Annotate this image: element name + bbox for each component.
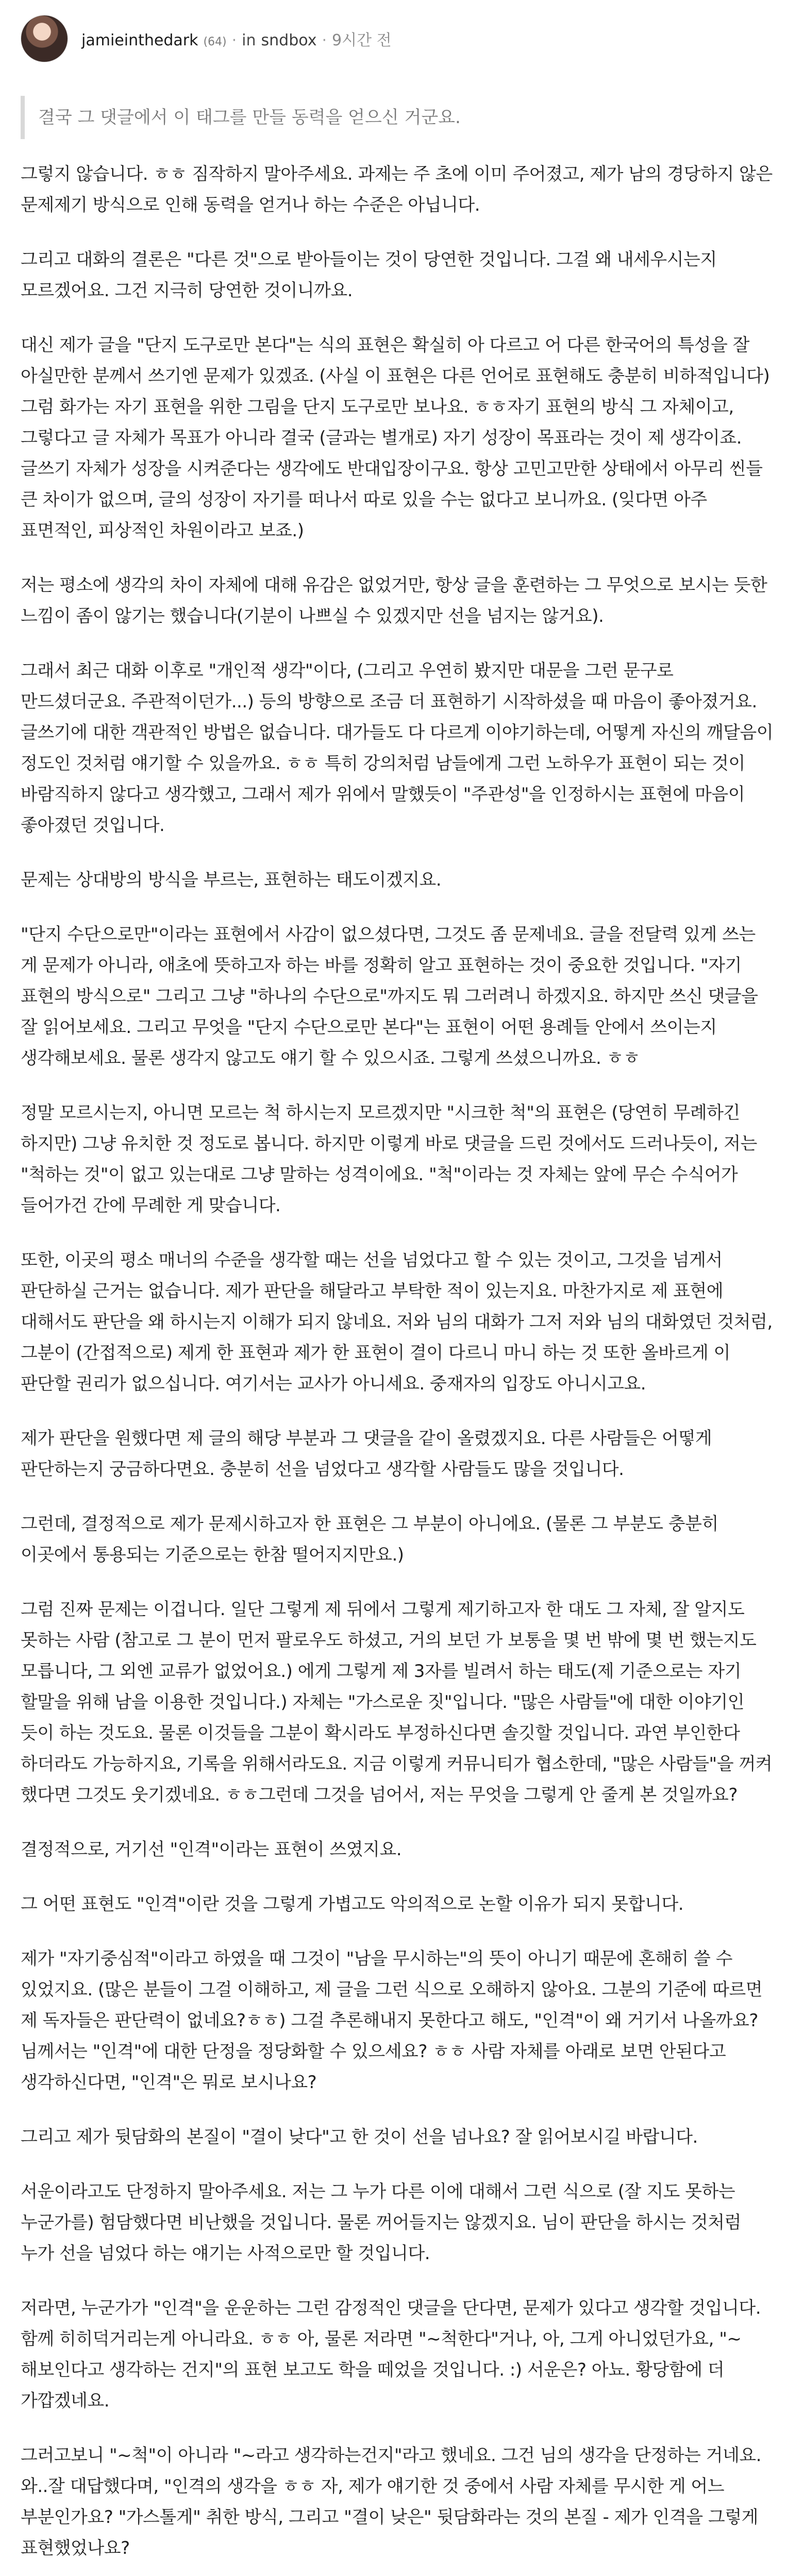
comment-paragraph: 그 어떤 표현도 "인격"이란 것을 그렇게 가볍고도 악의적으로 논할 이유가 되지 못합니다. [21, 1894, 684, 1914]
timestamp: 9시간 전 [332, 31, 392, 49]
blockquote: 결국 그 댓글에서 이 태그를 만들 동력을 얻으신 거군요. [21, 96, 776, 139]
comment-paragraph: 그런데, 결정적으로 제가 문제시하고자 한 표현은 그 부분이 아니에요. (물론 그 부분도 충분히 이곳에서 통용되는 기준으로는 한참 떨어지지만요.) [21, 1514, 718, 1565]
comment-paragraph: 그렇지 않습니다. ㅎㅎ 짐작하지 말아주세요. 과제는 주 초에 이미 주어졌고, 제가 남의 경당하지 않은 문제제기 방식으로 인해 동력을 얻거나 하는 수준은 아닙니다. [21, 164, 773, 215]
comment-paragraph: 그럼 진짜 문제는 이겁니다. 일단 그렇게 제 뒤에서 그렇게 제기하고자 한 대도 그 자체, 잘 알지도 못하는 사람 (참고로 그 분이 먼저 팔로우도 하셨고, 거의 보던 가 보통을 몇 번 밖에 몇 번 했는지도 모릅니다, 그 외엔 교류가 없었어요.) 에게 그렇게 제 3자를 빌려서 하는 태도(제 기준으로는 자기 할말을 위해 남을 이용한 것입니다.) 자체는 "가스로운 짓"입니다. "많은 사람들"에 대한 이야기인 듯이 하는 것도요. 물론 이것들을 그분이 확시라도 부정하신다면 솔깃할 것입니다. 과연 부인한다 하더라도 가능하지요, 기록을 위해서라도요. 지금 이렇게 커뮤니티가 협소한데, "많은 사람들"을 꺼켜 했다면 그것도 웃기겠네요. ㅎㅎ그런데 그것을 넘어서, 저는 무엇을 그렇게 안 줄게 본 것일까요? [21, 1599, 773, 1805]
avatar[interactable] [21, 15, 68, 62]
karma-count: (64) [203, 36, 227, 48]
comment-paragraph: 결정적으로, 거기선 "인격"이라는 표현이 쓰였지요. [21, 1839, 402, 1860]
comment-paragraph: 문제는 상대방의 방식을 부르는, 표현하는 태도이겠지요. [21, 870, 442, 890]
comment-paragraph: 서운이라고도 단정하지 말아주세요. 저는 그 누가 다른 이에 대해서 그런 식으로 (잘 지도 못하는 누군가를) 험담했다면 비난했을 것입니다. 물론 꺼어들지는 않겠지요. 님이 판단을 하시는 것처럼 누가 선을 넘었다 하는 얘기는 사적으로만 할 것입니다. [21, 2181, 741, 2264]
comment-paragraph: 그래서 최근 대화 이후로 "개인적 생각"이다, (그리고 우연히 봤지만 대문을 그런 문구로 만드셨더군요. 주관적이던가...) 등의 방향으로 조금 더 표현하기 시작하셨을 때 마음이 좋아졌거요. 글쓰기에 대한 객관적인 방법은 없습니다. 대가들도 다 다르게 이야기하는데, 어떻게 자신의 깨달음이 정도인 것처럼 얘기할 수 있을까요. ㅎㅎ 특히 강의처럼 남들에게 그런 노하우가 표현이 되는 것이 바람직하지 않다고 생각했고, 그래서 제가 위에서 말했듯이 "주관성"을 인정하시는 표현에 마음이 좋아졌던 것입니다. [21, 660, 774, 836]
meta-separator: · [231, 31, 237, 49]
comment-body [21, 159, 776, 2576]
comment-paragraph: 대신 제가 글을 "단지 도구로만 본다"는 식의 표현은 확실히 아 다르고 어 다른 한국어의 특성을 잘 아실만한 분께서 쓰기엔 문제가 있겠죠. (사실 이 표현은 다른 언어로 표현해도 충분히 비하적입니다) 그럼 화가는 자기 표현을 위한 그림을 단지 도구로만 보나요. ㅎㅎ자기 표현의 방식 그 자체이고, 그렇다고 글 자체가 목표가 아니라 결국 (글과는 별개로) 자기 성장이 목표라는 것이 제 생각이죠. 글쓰기 자체가 성장을 시켜준다는 생각에도 반대입장이구요. 항상 고민고만한 상태에서 아무리 씬들 큰 차이가 없으며, 글의 성장이 자기를 떠나서 따로 있을 수는 없다고 보니까요. (잊다면 아주 표면적인, 피상적인 차원이라고 보죠.) [21, 335, 770, 541]
comment-paragraph: 정말 모르시는지, 아니면 모르는 척 하시는지 모르겠지만 "시크한 척"의 표현은 (당연히 무례하긴 하지만) 그냥 유치한 것 정도로 봅니다. 하지만 이렇게 바로 댓글을 드린 것에서도 드러나듯이, 저는 "척하는 것"이 없고 있는대로 그냥 말하는 성격이에요. "척"이라는 것 자체는 앞에 무슨 수식어가 들어가건 간에 무례한 게 맞습니다. [21, 1103, 757, 1216]
comment-paragraph: 제가 "자기중심적"이라고 하였을 때 그것이 "남을 무시하는"의 뜻이 아니기 때문에 혼해히 쓸 수 있었지요. (많은 분들이 그걸 이해하고, 제 글을 그런 식으로 오해하지 않아요. 그분의 기준에 따르면 제 독자들은 판단력이 없네요?ㅎㅎ) 그걸 추론해내지 못한다고 해도, "인격"이 왜 거기서 나올까요? 님께서는 "인격"에 대한 단정을 정당화할 수 있으세요? ㅎㅎ 사람 자체를 아래로 보면 안된다고 생각하신다면, "인격"은 뭐로 보시나요? [21, 1948, 763, 2093]
comment-paragraph: 그리고 제가 뒷담화의 본질이 "결이 낮다"고 한 것이 선을 넘나요? 잘 읽어보시길 바랍니다. [21, 2127, 698, 2147]
comment-meta [81, 27, 392, 50]
comment-paragraph: 또한, 이곳의 평소 매너의 수준을 생각할 때는 선을 넘었다고 할 수 있는 것이고, 그것을 넘게서 판단하실 근거는 없습니다. 제가 판단을 해달라고 부탁한 적이 있는지요. 마찬가지로 제 표현에 대해서도 판단을 왜 하시는지 이해가 되지 않네요. 저와 님의 대화가 그저 저와 님의 대화였던 것처럼, 그분이 (간접적으로) 제게 한 표현과 제가 한 표현이 결이 다르니 마니 하는 것 또한 올바르게 이 판단할 권리가 없으십니다. 여기서는 교사가 아니세요. 중재자의 입장도 아니시고요. [21, 1250, 773, 1394]
comment-paragraph: 제가 판단을 원했다면 제 글의 해당 부분과 그 댓글을 같이 올렸겠지요. 다른 사람들은 어떻게 판단하는지 궁금하다면요. 충분히 선을 넘었다고 생각할 사람들도 많을 것입니다. [21, 1428, 712, 1480]
comment-paragraph: 저라면, 누군가가 "인격"을 운운하는 그런 감정적인 댓글을 단다면, 문제가 있다고 생각할 것입니다. 함께 히히덕거리는게 아니라요. ㅎㅎ 아, 물론 저라면 "~척한다"거나, 아, 그게 아니었던가요, "~해보인다고 생각하는 건지"의 표현 보고도 학을 떼었을 것입니다. :) 서운은? 아뇨. 황당함에 더 가깝겠네요. [21, 2298, 761, 2411]
meta-separator: · [322, 31, 327, 49]
subreddit-link[interactable]: sndbox [261, 31, 317, 49]
comment-paragraph: 저는 평소에 생각의 차이 자체에 대해 유감은 없었거만, 항상 글을 훈련하는 그 무엇으로 보시는 듯한 느낌이 좀이 않기는 했습니다(기분이 나쁘실 수 있겠지만 선을 넘지는 않거요). [21, 575, 767, 626]
comment-paragraph: 그리고 대화의 결론은 "다른 것"으로 받아들이는 것이 당연한 것입니다. 그걸 왜 내세우시는지 모르겠어요. 그건 지극히 당연한 것이니까요. [21, 249, 717, 301]
in-label: in [242, 31, 256, 49]
comment-paragraph: 그러고보니 "~척"이 아니라 "~라고 생각하는건지"라고 했네요. 그건 님의 생각을 단정하는 거네요. 와..잘 대답했다며, "인격의 생각을 ㅎㅎ 자, 제가 얘기한 것 중에서 사람 자체를 무시한 게 어느 부분인가요? "가스톨게" 취한 방식, 그리고 "결이 낮은" 뒷담화라는 것의 본질 - 제가 인격을 그렇게 표현했었나요? [21, 2445, 761, 2558]
comment-header [21, 10, 776, 67]
username-link[interactable]: jamieinthedark [81, 31, 198, 49]
comment-paragraph: "단지 수단으로만"이라는 표현에서 사감이 없으셨다면, 그것도 좀 문제네요. 글을 전달력 있게 쓰는 게 문제가 아니라, 애초에 뜻하고자 하는 바를 정확히 알고 표현하는 것이 중요한 것입니다. "자기 표현의 방식으로" 그리고 그냥 "하나의 수단으로"까지도 뭐 그러려니 하겠지요. 하지만 쓰신 댓글을 잘 읽어보세요. 그리고 무엇을 "단지 수단으로만 본다"는 표현이 어떤 용례들 안에서 쓰이는지 생각해보세요. 물론 생각지 않고도 얘기 할 수 있으시죠. 그렇게 쓰셨으니까요. ㅎㅎ [21, 924, 758, 1069]
